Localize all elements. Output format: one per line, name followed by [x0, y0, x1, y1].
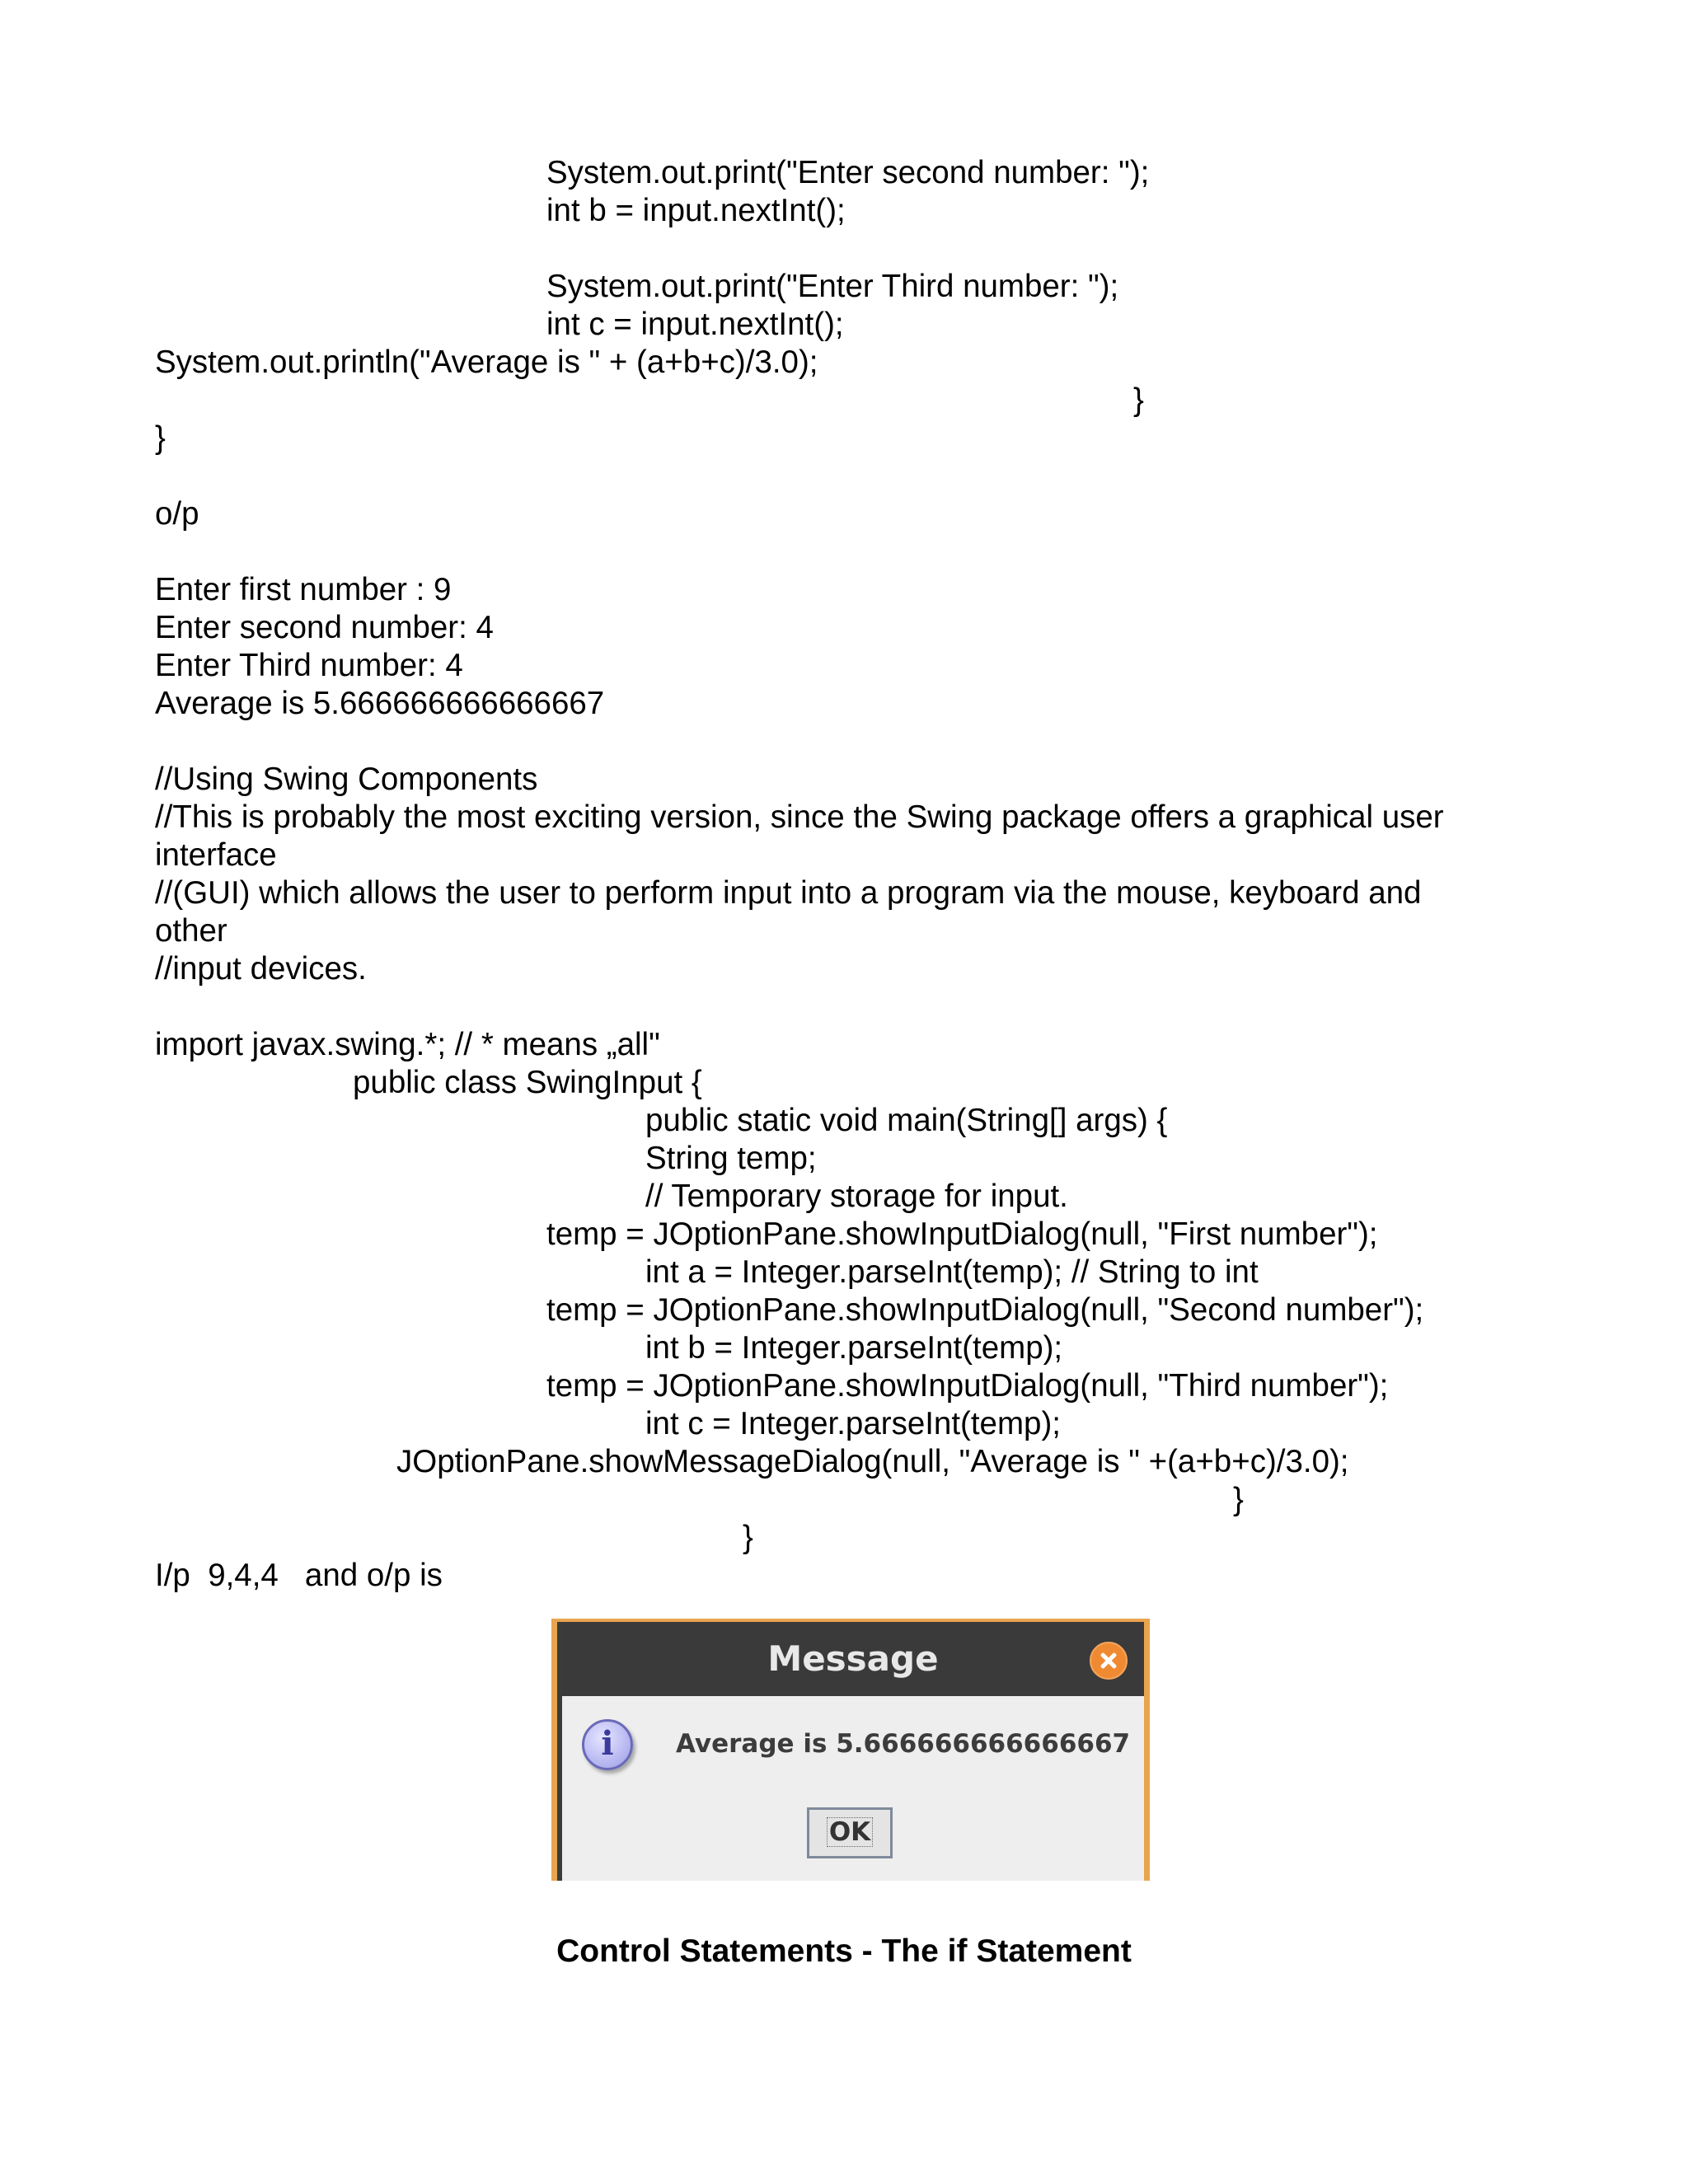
code-line: }: [1233, 1482, 1244, 1517]
ok-button[interactable]: [807, 1807, 893, 1858]
code-line: temp = JOptionPane.showInputDialog(null, "Third number");: [546, 1368, 1389, 1404]
comment-line: //(GUI) which allows the user to perform input into a program via the mouse, keyboard and: [155, 875, 1422, 911]
code-line: int b = input.nextInt();: [546, 193, 846, 228]
dialog-title: Message: [767, 1638, 939, 1679]
io-line: I/p 9,4,4 and o/p is: [155, 1558, 443, 1593]
section-heading: Control Statements - The if Statement: [556, 1933, 1132, 1969]
code-line: System.out.println("Average is " + (a+b+c)/3.0);: [155, 344, 818, 380]
code-line: int c = input.nextInt();: [546, 307, 844, 342]
dialog-titlebar: [562, 1622, 1144, 1696]
output-line: Average is 5.666666666666667: [155, 686, 605, 721]
output-line: Enter Third number: 4: [155, 648, 463, 683]
comment-line: //input devices.: [155, 951, 367, 987]
code-line: String temp;: [645, 1141, 817, 1176]
dialog-message: Average is 5.666666666666667: [676, 1729, 1131, 1759]
info-icon: i: [582, 1719, 633, 1770]
code-line: public class SwingInput {: [353, 1065, 702, 1100]
comment-line: //Using Swing Components: [155, 762, 538, 797]
comment-line: //This is probably the most exciting version, since the Swing package offers a graphical user: [155, 799, 1444, 835]
code-line: public static void main(String[] args) {: [645, 1103, 1168, 1138]
code-line: int c = Integer.parseInt(temp);: [645, 1406, 1061, 1441]
code-line: import javax.swing.*; // * means „all": [155, 1027, 660, 1062]
code-line: int b = Integer.parseInt(temp);: [645, 1330, 1063, 1366]
code-line: }: [743, 1520, 753, 1555]
code-line: System.out.print("Enter second number: ");: [546, 155, 1150, 190]
close-icon[interactable]: [1090, 1642, 1128, 1680]
code-line: JOptionPane.showMessageDialog(null, "Average is " +(a+b+c)/3.0);: [396, 1444, 1349, 1479]
comment-line: interface: [155, 837, 277, 873]
comment-line: other: [155, 913, 227, 949]
output-line: Enter first number : 9: [155, 572, 452, 607]
output-line: Enter second number: 4: [155, 610, 494, 645]
code-line: temp = JOptionPane.showInputDialog(null, "First number");: [546, 1216, 1378, 1252]
ok-button-label: OK: [827, 1817, 873, 1847]
output-label: o/p: [155, 496, 199, 532]
code-line: }: [1133, 382, 1144, 418]
code-line: int a = Integer.parseInt(temp); // String to int: [645, 1254, 1259, 1290]
code-line: // Temporary storage for input.: [645, 1179, 1068, 1214]
message-dialog: [551, 1619, 1150, 1881]
code-line: }: [155, 420, 166, 456]
code-line: System.out.print("Enter Third number: ");: [546, 269, 1119, 304]
code-line: temp = JOptionPane.showInputDialog(null, "Second number");: [546, 1292, 1424, 1328]
